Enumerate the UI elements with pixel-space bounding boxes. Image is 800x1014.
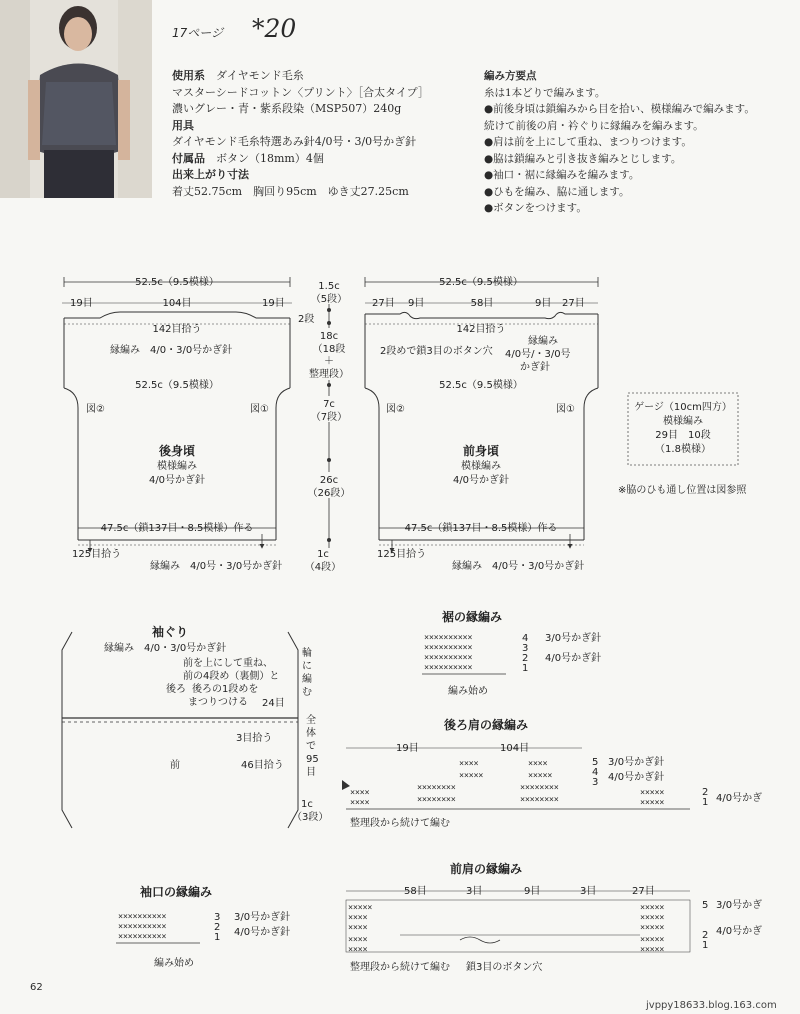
armhole-title: 袖ぐり [151, 625, 189, 639]
stitch-row: ××××× [640, 903, 665, 913]
hem-row-3: 3 [522, 643, 529, 654]
armhole-edge: 縁編み 4/0・3/0号かぎ針 [104, 643, 227, 654]
gauge-line2: 模様編み [663, 416, 703, 427]
tools-heading: 用具 [172, 118, 194, 132]
dim-1-rows: （4段） [304, 562, 342, 573]
dim-18: 18c [319, 331, 339, 342]
stitch-row: ×××××××××× [118, 922, 167, 932]
armhole-24sts: 24目 [262, 698, 285, 709]
cuff-row-1: 1 [214, 932, 221, 943]
stitch-row: ×××××××× [520, 795, 559, 805]
stitch-row: ×××××××××× [424, 663, 473, 673]
stitch-row: ×××× [350, 798, 370, 808]
back-shoulder-edging-diagram [342, 717, 762, 829]
center-dimensions [298, 280, 350, 574]
stitch-row: ×××××××××× [118, 932, 167, 942]
front-shoulder-hook2: 4/0号かぎ [716, 926, 763, 937]
front-fig1: 図① [556, 404, 575, 415]
front-shoulder-row1: 1 [702, 940, 709, 951]
front-sts-1: 27目 [372, 298, 395, 309]
armhole-front: 前 [170, 760, 180, 771]
front-shoulder-27: 27目 [632, 886, 655, 897]
front-shoulder-3a: 3目 [466, 886, 483, 897]
cuff-hook-2: 4/0号かぎ針 [234, 927, 291, 938]
hem-edging-title: 裾の縁編み [441, 610, 503, 624]
front-shoulder-row5: 5 [702, 900, 709, 911]
notions-heading: 付属品 [172, 151, 205, 165]
cuff-start: 編み始め [154, 958, 194, 969]
stitch-row: ×××××××× [417, 783, 456, 793]
front-shoulder-9: 9目 [524, 886, 541, 897]
size-heading: 出来上がり寸法 [172, 168, 249, 181]
front-chain: 47.5c（鎖137目・8.5模様）作る [404, 523, 558, 534]
stitch-row: ××××× [459, 771, 484, 781]
gauge-line4: （1.8模様） [655, 444, 711, 455]
instruction-line: ●袖口・裾に縁編みを編みます。 [484, 169, 640, 181]
back-edge-label: 縁編み 4/0・3/0号かぎ針 [110, 345, 233, 356]
stitch-row: ×××× [348, 935, 368, 945]
dim-26: 26c [319, 475, 339, 486]
stitch-row: ×××× [348, 923, 368, 933]
gauge-line1: ゲージ（10cm四方） [634, 402, 732, 413]
stitch-row: ×××××××× [520, 783, 559, 793]
back-shoulder-hook3: 4/0号かぎ [716, 793, 763, 804]
armhole-pick46: 46目拾う [241, 760, 284, 771]
dim-7-rows: （7段） [310, 412, 348, 423]
dim-1: 1c [317, 549, 329, 560]
back-pickup: 142目拾う [152, 324, 202, 335]
hem-edging-diagram [422, 609, 601, 697]
stitch-row: ×××× [350, 788, 370, 798]
back-chain: 47.5c（鎖137目・8.5模様）作る [100, 523, 254, 534]
stitch-row: ×××××××××× [118, 912, 167, 922]
front-fig2: 図② [386, 404, 405, 415]
instruction-line: ●肩は前を上にして重ね、まつりつけます。 [484, 136, 692, 148]
front-buttonhole: 2段めで鎖3目のボタン穴 [380, 346, 493, 357]
dim-2-rows: 2段 [298, 314, 315, 325]
armhole-total: 全 [306, 715, 316, 726]
back-left-sts: 19目 [70, 298, 93, 309]
back-shoulder-continue: 整理段から続けて編む [350, 818, 450, 829]
front-shoulder-hook1: 3/0号かぎ [716, 900, 763, 911]
armhole-total: で [306, 741, 316, 752]
back-shoulder-row3: 3 [592, 777, 599, 788]
front-title: 前身頃 [462, 444, 500, 458]
dim-18-plus: ＋ [324, 356, 334, 367]
front-shoulder-row2: 2 [702, 930, 709, 941]
stitch-row: ××××× [640, 798, 665, 808]
armhole-note1: 前を上にして重ね、 [183, 658, 273, 669]
back-width-mid: 52.5c（9.5模様） [135, 380, 219, 391]
armhole-ring: 編 [302, 674, 312, 685]
back-shoulder-row4: 4 [592, 767, 599, 778]
dim-7: 7c [323, 399, 335, 410]
instructions-heading: 編み方要点 [484, 70, 537, 82]
hem-start: 編み始め [448, 686, 488, 697]
dim-26-rows: （26段） [307, 488, 351, 499]
cuff-row-3: 3 [214, 912, 221, 923]
armhole-pick3: 3目拾う [236, 733, 273, 744]
hem-row-4: 4 [522, 633, 529, 644]
armhole-ring: む [302, 687, 312, 698]
dim-1-5: 1.5c [318, 281, 340, 292]
dim-1-5-rows: （5段） [310, 294, 348, 305]
yarn-line2: マスターシードコットン〈プリント〉［合太タイプ］ [172, 85, 429, 99]
armhole-total: 95 [306, 754, 319, 765]
stitch-row: ×××× [348, 913, 368, 923]
watermark: jvppy18633.blog.163.com [646, 1000, 777, 1011]
front-shoulder-title: 前肩の縁編み [449, 862, 523, 876]
back-fig1: 図① [250, 404, 269, 415]
back-shoulder-19: 19目 [396, 743, 419, 754]
gauge-line3: 29目 10段 [655, 430, 711, 441]
front-hem-edge: 縁編み 4/0号・3/0号かぎ針 [452, 561, 585, 572]
back-hem-pickup: 125目拾う [72, 549, 122, 560]
tools-line: ダイヤモンド毛糸特選あみ針4/0号・3/0号かぎ針 [172, 135, 417, 148]
instruction-line: ●ひもを編み、脇に通します。 [484, 185, 630, 198]
hem-hook-2: 4/0号かぎ針 [545, 653, 602, 664]
stitch-row: ××××× [640, 923, 665, 933]
front-sts-2: 9目 [408, 298, 425, 309]
front-pickup: 142目拾う [456, 324, 506, 335]
stitch-row: ××××× [528, 771, 553, 781]
back-right-sts: 19目 [262, 298, 285, 309]
front-sts-3: 58目 [470, 298, 494, 309]
armhole-back: 後ろ [166, 684, 186, 695]
yarn-heading: 使用系 [172, 69, 205, 82]
front-shoulder-3b: 3目 [580, 886, 597, 897]
stitch-row: ××××× [640, 935, 665, 945]
armhole-ring: に [302, 661, 312, 672]
armhole-total: 目 [306, 767, 316, 778]
back-width-top: 52.5c（9.5模様） [135, 277, 219, 288]
front-sts-5: 27目 [562, 298, 585, 309]
front-edge1: 縁編み [528, 336, 558, 347]
instruction-line: 糸は1本どりで編みます。 [484, 86, 606, 99]
armhole-dim: 1c [301, 799, 313, 810]
stitch-row: ××××× [640, 913, 665, 923]
instruction-line: 続けて前後の肩・衿ぐりに縁編みを編みます。 [484, 119, 704, 132]
armhole-note4: まつりつける [188, 697, 248, 708]
back-body-diagram [62, 275, 292, 572]
dim-18-rows: （18段 [312, 344, 346, 355]
back-fig2: 図② [86, 404, 105, 415]
armhole-total: 体 [306, 728, 316, 739]
front-width-top: 52.5c（9.5模様） [439, 277, 523, 288]
front-edge3: かぎ針 [520, 362, 550, 373]
armhole-diagram [62, 624, 328, 828]
back-shoulder-title: 後ろ肩の縁編み [443, 718, 529, 732]
hem-row-2: 2 [522, 653, 529, 664]
stitch-row: ××××× [348, 903, 373, 913]
instruction-line: ●ボタンをつけます。 [484, 202, 587, 214]
yarn-line3: 濃いグレー・青・紫系段染（MSP507）240g [172, 102, 402, 115]
side-note: ※脇のひも通し位置は図参照 [618, 485, 747, 496]
instruction-line: ●前後身頃は鎖編みから目を拾い、模様編みで編みます。 [484, 103, 755, 115]
back-title: 後身頃 [158, 444, 196, 458]
hem-row-1: 1 [522, 663, 529, 674]
front-sts-4: 9目 [535, 298, 552, 309]
front-pattern: 模様編み [461, 461, 501, 472]
back-hem-edge: 縁編み 4/0号・3/0号かぎ針 [150, 561, 283, 572]
back-center-sts: 104目 [162, 298, 192, 309]
back-hook: 4/0号かぎ針 [148, 475, 206, 486]
stitch-row: ×××× [348, 945, 368, 955]
yarn-line1: ダイヤモンド毛糸 [216, 69, 304, 82]
back-shoulder-row2: 2 [702, 787, 709, 798]
page-number: 62 [30, 982, 43, 993]
stitch-row: ×××××××× [417, 795, 456, 805]
front-hook: 4/0号かぎ針 [452, 475, 510, 486]
stitch-row: ×××××××××× [424, 633, 473, 643]
stitch-row: ×××× [459, 759, 479, 769]
armhole-ring: 輪 [302, 648, 312, 659]
hem-hook-1: 3/0号かぎ針 [545, 633, 602, 644]
stitch-row: ××××× [640, 945, 665, 955]
front-shoulder-continue: 整理段から続けて編む [350, 962, 450, 973]
front-body-diagram [365, 275, 598, 572]
size-line: 着丈52.75cm 胸回り95cm ゆき丈27.25cm [172, 184, 409, 198]
stitch-row: ×××××××××× [424, 653, 473, 663]
armhole-note3: 後ろの1段めを [192, 684, 259, 695]
stitch-row: ×××× [528, 759, 548, 769]
page-reference: 17ページ [172, 26, 224, 40]
back-shoulder-hook2: 4/0号かぎ針 [608, 772, 665, 783]
front-hem-pickup: 125目拾う [377, 549, 427, 560]
instruction-line: ●脇は鎖編みと引き抜き編みとじします。 [484, 152, 682, 165]
front-shoulder-edging-diagram [346, 861, 762, 973]
stitch-row: ×××××××××× [424, 643, 473, 653]
back-shoulder-row5: 5 [592, 757, 599, 768]
front-shoulder-buttonhole: 鎖3目のボタン穴 [466, 962, 543, 973]
dim-18-adjust: 整理段） [309, 369, 349, 380]
front-width-mid: 52.5c（9.5模様） [439, 380, 523, 391]
back-pattern: 模様編み [157, 461, 197, 472]
front-shoulder-58: 58目 [404, 886, 427, 897]
cuff-title: 袖口の縁編み [139, 885, 213, 899]
armhole-note2: 前の4段め（裏側）と [183, 671, 280, 682]
cuff-hook-1: 3/0号かぎ針 [234, 912, 291, 923]
stitch-row: ××××× [640, 788, 665, 798]
gauge-box [628, 393, 738, 465]
front-edge2: 4/0号/・3/0号 [505, 349, 571, 360]
back-shoulder-104: 104目 [500, 743, 530, 754]
cuff-row-2: 2 [214, 922, 221, 933]
cuff-edging-diagram [116, 884, 290, 969]
armhole-dim-rows: （3段） [292, 812, 329, 823]
pattern-number: *20 [252, 14, 297, 43]
notions-line: ボタン（18mm）4個 [216, 151, 324, 165]
back-shoulder-hook1: 3/0号かぎ針 [608, 757, 665, 768]
back-shoulder-row1: 1 [702, 797, 709, 808]
